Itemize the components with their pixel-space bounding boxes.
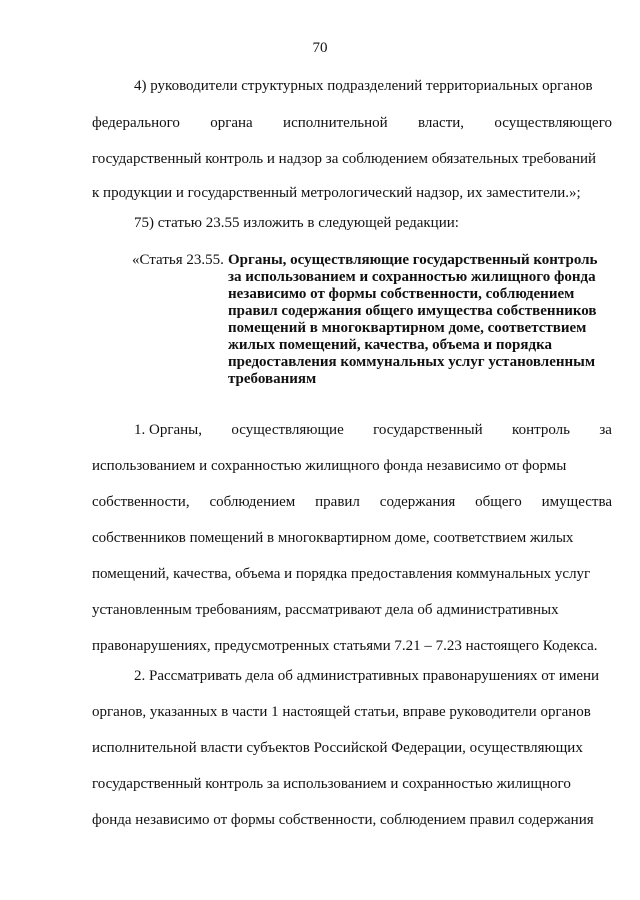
article-title-line: независимо от формы собственности, соблюдением — [228, 286, 575, 302]
text-line: государственный контроль за использованием и сохранностью жилищного — [92, 776, 571, 792]
text-line: правонарушениях, предусмотренных статьями 7.21 – 7.23 настоящего Кодекса. — [92, 638, 598, 654]
word: 1. Органы, — [134, 422, 202, 438]
text-line: установленным требованиям, рассматривают дела об административных — [92, 602, 559, 618]
word: власти, — [418, 115, 465, 131]
article-title-line: Органы, осуществляющие государственный контроль — [228, 252, 598, 268]
word: общего — [475, 494, 522, 510]
word: федерального — [92, 115, 180, 131]
word: правил — [315, 494, 360, 510]
text-line: государственный контроль и надзор за соблюдением обязательных требований — [92, 151, 597, 167]
word: органа — [210, 115, 253, 131]
text-line: 75) статью 23.55 изложить в следующей редакции: — [134, 215, 459, 231]
word: содержания — [379, 494, 456, 510]
text-line-justified — [92, 113, 612, 133]
word: государственный — [373, 422, 483, 438]
word: за — [599, 422, 612, 438]
article-title-line: жилых помещений, качества, объема и порядка — [228, 337, 553, 353]
word: осуществляющие — [231, 422, 344, 438]
text-line: исполнительной власти субъектов Российской Федерации, осуществляющих — [92, 740, 583, 756]
article-label: «Статья 23.55. — [132, 252, 224, 268]
word: осуществляющего — [494, 115, 612, 131]
article-title-line: помещений в многоквартирном доме, соответствием — [228, 320, 587, 336]
text-line: 4) руководители структурных подразделений территориальных органов — [134, 78, 593, 94]
word: соблюдением — [209, 494, 296, 510]
text-line: 2. Рассматривать дела об административных правонарушениях от имени — [134, 668, 600, 684]
article-title-line: правил содержания общего имущества собственников — [228, 303, 597, 319]
word: имущества — [541, 494, 612, 510]
text-line-justified — [134, 420, 612, 440]
word: собственности, — [92, 494, 190, 510]
text-line: использованием и сохранностью жилищного фонда независимо от формы — [92, 458, 567, 474]
text-line: фонда независимо от формы собственности, соблюдением правил содержания — [92, 812, 594, 828]
word: контроль — [512, 422, 570, 438]
page-number: 70 — [312, 40, 328, 56]
article-title-line: предоставления коммунальных услуг установленным — [228, 354, 596, 370]
article-title-line: за использованием и сохранностью жилищного фонда — [228, 269, 596, 285]
text-line: собственников помещений в многоквартирном доме, соответствием жилых — [92, 530, 574, 546]
word: исполнительной — [283, 115, 388, 131]
text-line: к продукции и государственный метрологический надзор, их заместители.»; — [92, 185, 581, 201]
text-line: органов, указанных в части 1 настоящей статьи, вправе руководители органов — [92, 704, 591, 720]
text-line: помещений, качества, объема и порядка предоставления коммунальных услуг — [92, 566, 591, 582]
article-title-line: требованиям — [228, 371, 317, 387]
text-line-justified — [92, 492, 612, 512]
